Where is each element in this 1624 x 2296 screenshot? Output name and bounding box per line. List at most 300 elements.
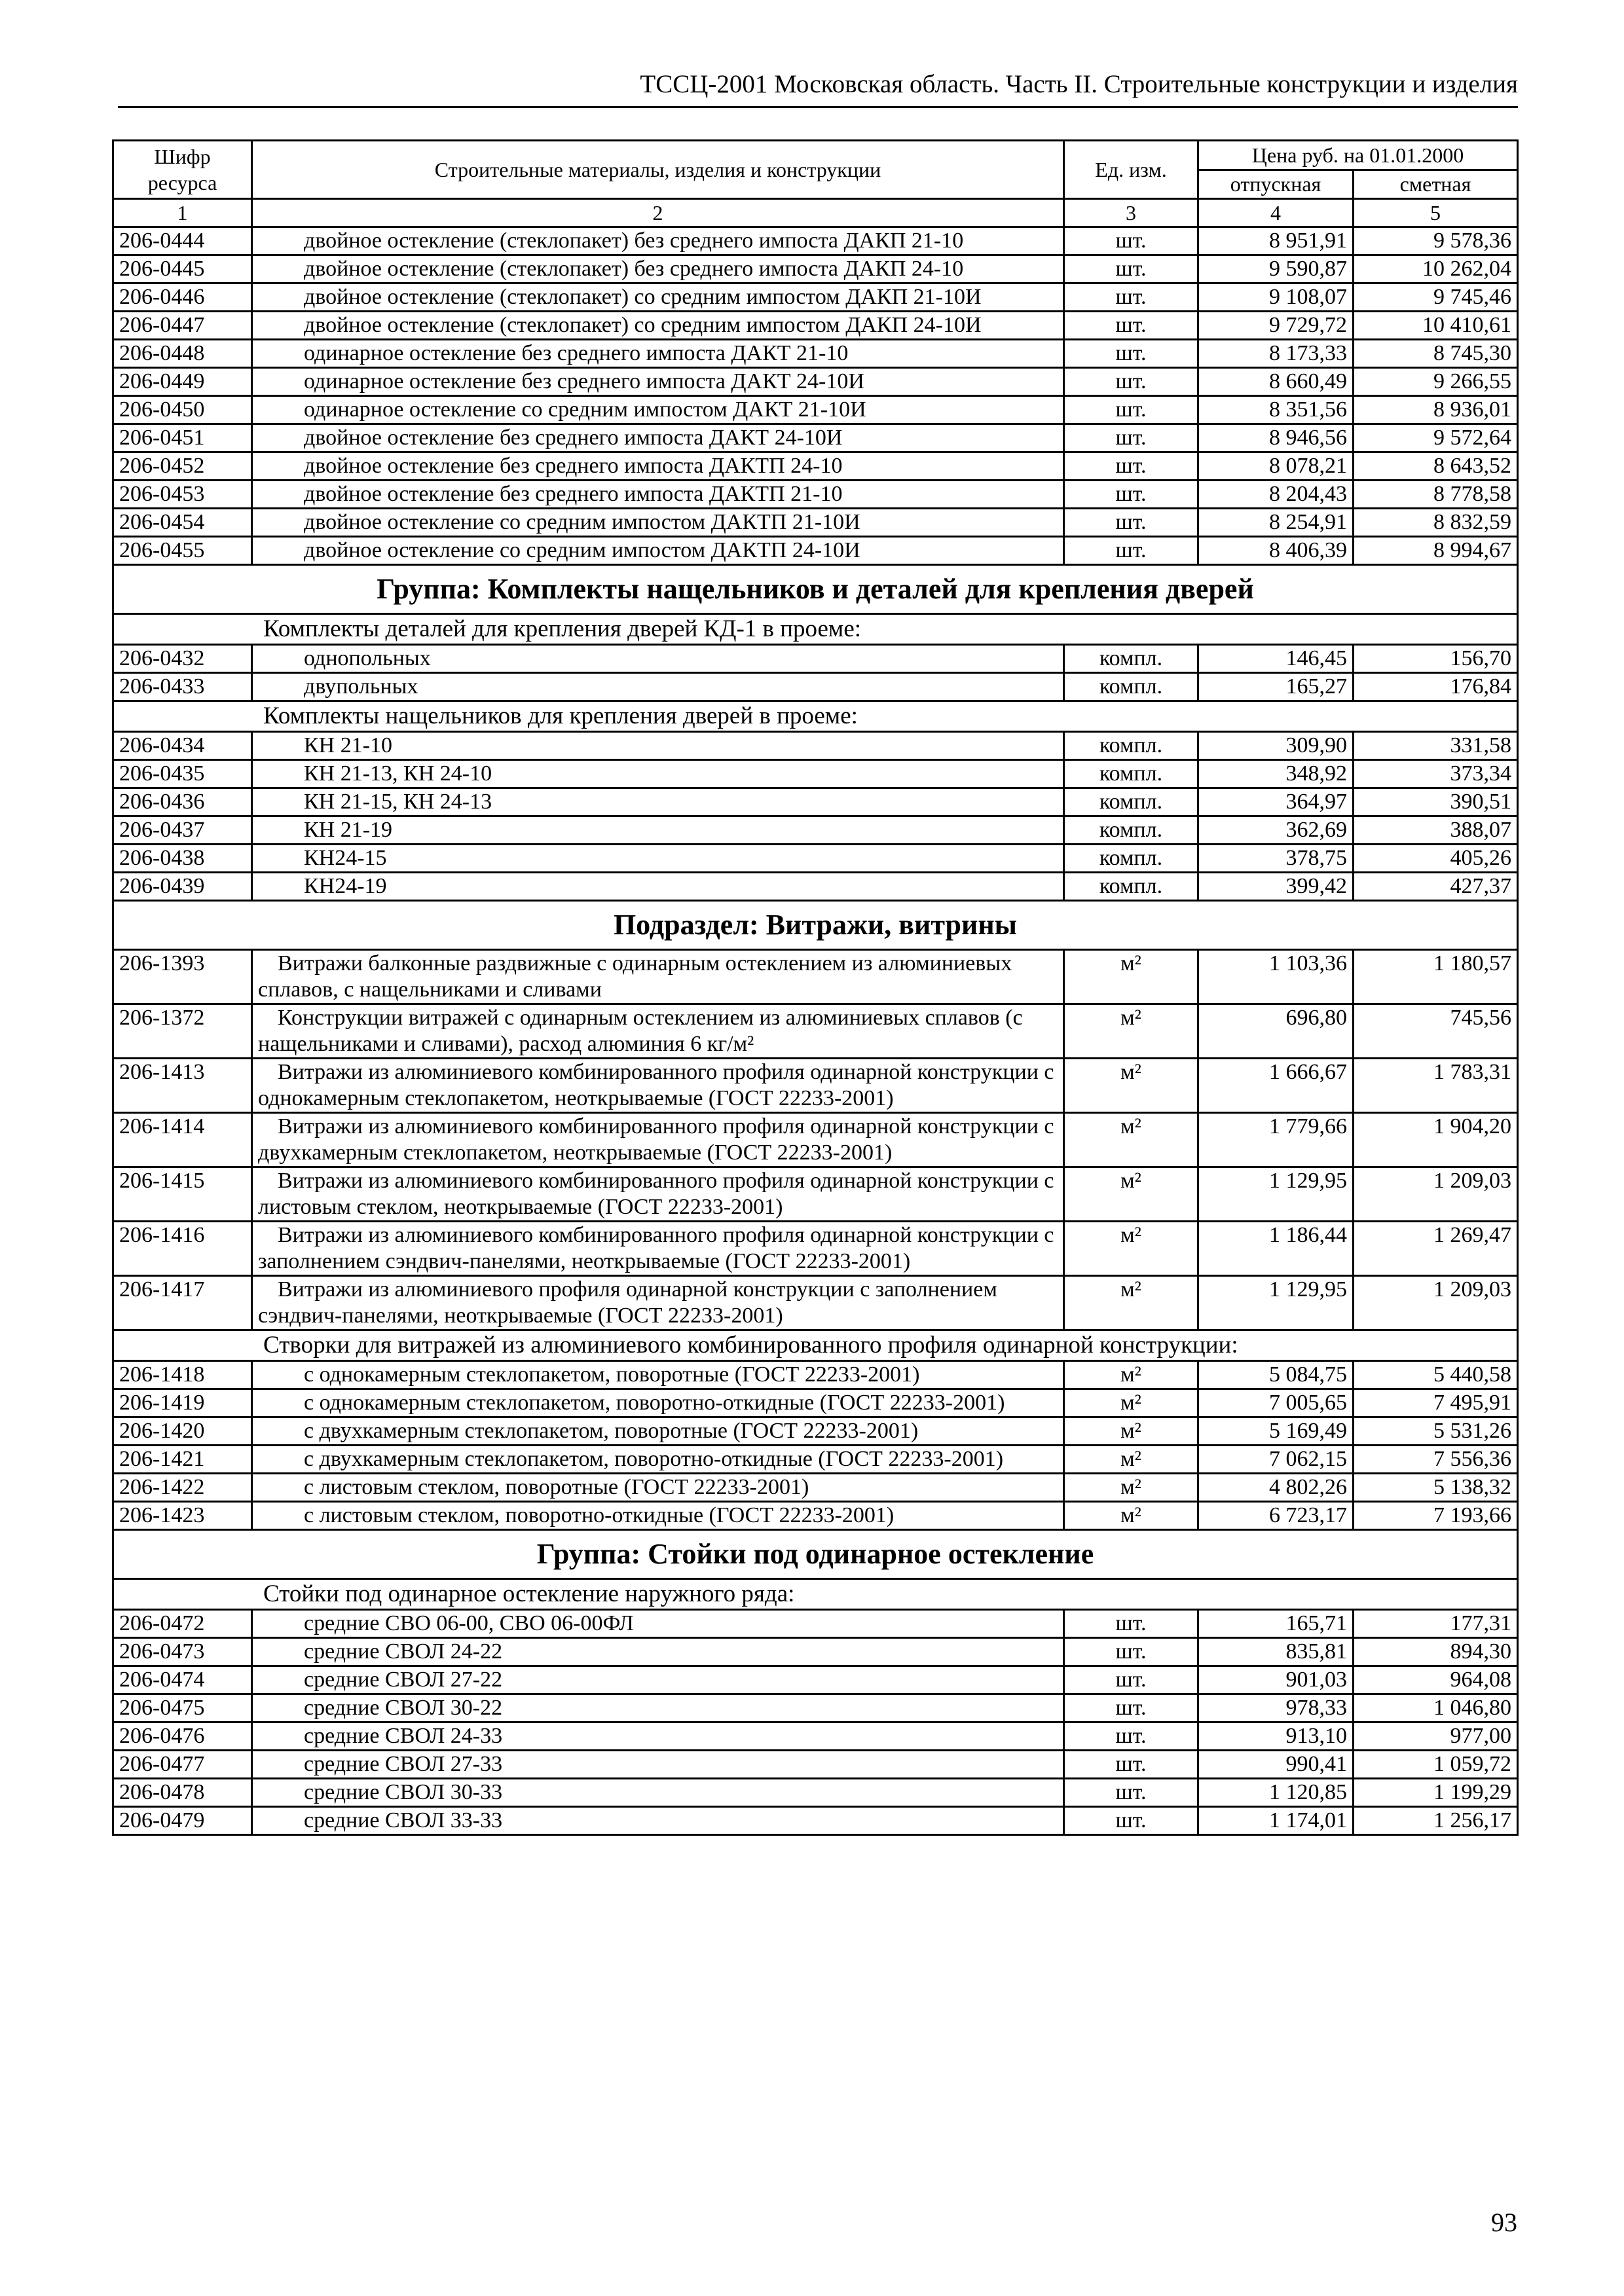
resource-code-cell: 206-0451 <box>113 424 252 452</box>
table-row <box>113 227 1518 255</box>
release-price-cell: 8 951,91 <box>1198 227 1354 255</box>
resource-code-cell: 206-0444 <box>113 227 252 255</box>
unit-cell: м² <box>1064 1417 1198 1446</box>
estimate-price-cell: 9 745,46 <box>1354 283 1518 312</box>
estimate-price-cell: 8 745,30 <box>1354 340 1518 368</box>
col-name-header: Строительные материалы, изделия и конструкции <box>252 141 1064 199</box>
item-name-cell <box>252 424 1064 452</box>
release-price-cell: 1 129,95 <box>1198 1276 1354 1330</box>
column-number-row <box>113 199 1518 227</box>
item-name-cell <box>252 673 1064 701</box>
release-price-cell: 1 666,67 <box>1198 1059 1354 1113</box>
table-row <box>113 760 1518 788</box>
group-heading-row <box>113 565 1518 614</box>
resource-code-cell: 206-0433 <box>113 673 252 701</box>
estimate-price-cell: 964,08 <box>1354 1666 1518 1694</box>
column-number: 3 <box>1064 199 1198 227</box>
item-name-text: с двухкамерным стеклопакетом, поворотно-откидные (ГОСТ 22233-2001) <box>304 1447 1004 1471</box>
item-name-cell <box>252 1276 1064 1330</box>
unit-cell: м² <box>1064 1167 1198 1222</box>
item-name-cell <box>252 1222 1064 1276</box>
release-price-cell: 362,69 <box>1198 816 1354 845</box>
subheading-row <box>113 1330 1518 1361</box>
release-price-cell: 8 254,91 <box>1198 509 1354 537</box>
item-name-cell <box>252 788 1064 816</box>
item-name-cell <box>252 1446 1064 1474</box>
release-price-cell: 4 802,26 <box>1198 1474 1354 1502</box>
unit-cell: шт. <box>1064 1779 1198 1807</box>
resource-code-cell: 206-0437 <box>113 816 252 845</box>
item-name-text: с листовым стеклом, поворотные (ГОСТ 22233-2001) <box>304 1475 809 1499</box>
release-price-cell: 1 129,95 <box>1198 1167 1354 1222</box>
release-price-cell: 978,33 <box>1198 1694 1354 1722</box>
release-price-cell: 146,45 <box>1198 645 1354 673</box>
resource-code-cell: 206-1416 <box>113 1222 252 1276</box>
table-row <box>113 368 1518 396</box>
table-row <box>113 1502 1518 1530</box>
unit-cell: шт. <box>1064 509 1198 537</box>
estimate-price-cell: 177,31 <box>1354 1610 1518 1638</box>
resource-code-cell: 206-0472 <box>113 1610 252 1638</box>
table-row <box>113 1610 1518 1638</box>
estimate-price-cell: 176,84 <box>1354 673 1518 701</box>
item-name-text: Витражи из алюминиевого комбинированного профиля одинарной конструкции с двухкамерным стеклопакетом, неоткрываемые (ГОСТ 22233-2001) <box>258 1114 1054 1165</box>
item-name-text: с двухкамерным стеклопакетом, поворотные (ГОСТ 22233-2001) <box>304 1419 919 1443</box>
item-name-text: Витражи из алюминиевого комбинированного профиля одинарной конструкции с однокамерным стеклопакетом, неоткрываемые (ГОСТ 22233-2001) <box>258 1060 1054 1110</box>
release-price-cell: 913,10 <box>1198 1722 1354 1751</box>
item-name-cell <box>252 1389 1064 1417</box>
item-name-cell <box>252 283 1064 312</box>
resource-code-cell: 206-0453 <box>113 481 252 509</box>
table-row <box>113 1113 1518 1167</box>
item-name-text: Витражи из алюминиевого профиля одинарной конструкции с заполнением сэндвич-панелями, неоткрываемые (ГОСТ 22233-2001) <box>258 1277 997 1328</box>
table-row <box>113 1722 1518 1751</box>
resource-code-cell: 206-0436 <box>113 788 252 816</box>
resource-code-cell: 206-0474 <box>113 1666 252 1694</box>
resource-code-cell: 206-0478 <box>113 1779 252 1807</box>
resource-code-cell: 206-1419 <box>113 1389 252 1417</box>
unit-cell: компл. <box>1064 816 1198 845</box>
item-name-text: КН 21-10 <box>304 733 393 757</box>
estimate-price-cell: 8 643,52 <box>1354 452 1518 481</box>
running-header <box>118 68 1518 108</box>
table-body <box>113 227 1518 1835</box>
table-row <box>113 1361 1518 1389</box>
estimate-price-cell: 373,34 <box>1354 760 1518 788</box>
table-row <box>113 1004 1518 1059</box>
table-row <box>113 1446 1518 1474</box>
release-price-cell: 8 173,33 <box>1198 340 1354 368</box>
item-name-cell <box>252 368 1064 396</box>
item-name-cell <box>252 1502 1064 1530</box>
resource-code-cell: 206-0449 <box>113 368 252 396</box>
unit-cell: м² <box>1064 1446 1198 1474</box>
resource-code-cell: 206-0447 <box>113 312 252 340</box>
item-name-text: Витражи из алюминиевого комбинированного профиля одинарной конструкции с заполнением сэндвич-панелями, неоткрываемые (ГОСТ 22233-2001) <box>258 1223 1054 1273</box>
table-row <box>113 1694 1518 1722</box>
estimate-price-cell: 1 209,03 <box>1354 1276 1518 1330</box>
table-row <box>113 312 1518 340</box>
item-name-cell <box>252 1417 1064 1446</box>
resource-code-cell: 206-0448 <box>113 340 252 368</box>
release-price-cell: 348,92 <box>1198 760 1354 788</box>
item-name-text: с листовым стеклом, поворотно-откидные (ГОСТ 22233-2001) <box>304 1503 895 1527</box>
item-name-cell <box>252 396 1064 424</box>
release-price-cell: 1 103,36 <box>1198 950 1354 1004</box>
table-row <box>113 509 1518 537</box>
estimate-price-cell: 1 046,80 <box>1354 1694 1518 1722</box>
release-price-cell: 1 186,44 <box>1198 1222 1354 1276</box>
item-name-cell <box>252 1361 1064 1389</box>
item-name-cell <box>252 1113 1064 1167</box>
item-name-cell <box>252 1638 1064 1666</box>
estimate-price-cell: 10 410,61 <box>1354 312 1518 340</box>
table-row <box>113 1389 1518 1417</box>
item-name-cell <box>252 760 1064 788</box>
resource-code-cell: 206-1422 <box>113 1474 252 1502</box>
estimate-price-cell: 1 269,47 <box>1354 1222 1518 1276</box>
release-price-cell: 1 120,85 <box>1198 1779 1354 1807</box>
item-name-cell <box>252 1167 1064 1222</box>
resource-code-cell: 206-0432 <box>113 645 252 673</box>
table-row <box>113 732 1518 760</box>
resource-code-cell: 206-0435 <box>113 760 252 788</box>
estimate-price-cell: 745,56 <box>1354 1004 1518 1059</box>
column-number: 5 <box>1354 199 1518 227</box>
item-name-text: средние СВОЛ 24-22 <box>304 1639 503 1664</box>
item-name-cell <box>252 873 1064 901</box>
estimate-price-cell: 1 904,20 <box>1354 1113 1518 1167</box>
unit-cell: шт. <box>1064 1751 1198 1779</box>
unit-cell: компл. <box>1064 732 1198 760</box>
item-name-text: КН 21-15, КН 24-13 <box>304 790 492 814</box>
item-name-text: двойное остекление (стеклопакет) без среднего импоста ДАКП 24-10 <box>304 257 964 281</box>
item-name-cell <box>252 255 1064 283</box>
estimate-price-cell: 894,30 <box>1354 1638 1518 1666</box>
item-name-cell <box>252 1004 1064 1059</box>
estimate-price-cell: 5 138,32 <box>1354 1474 1518 1502</box>
unit-cell: шт. <box>1064 1610 1198 1638</box>
release-price-cell: 399,42 <box>1198 873 1354 901</box>
item-name-text: КН24-19 <box>304 874 387 898</box>
unit-cell: шт. <box>1064 396 1198 424</box>
estimate-price-cell: 8 832,59 <box>1354 509 1518 537</box>
release-price-cell: 1 779,66 <box>1198 1113 1354 1167</box>
column-number: 2 <box>252 199 1064 227</box>
unit-cell: м² <box>1064 1004 1198 1059</box>
release-price-cell: 835,81 <box>1198 1638 1354 1666</box>
release-price-cell: 8 660,49 <box>1198 368 1354 396</box>
item-name-text: средние СВОЛ 27-33 <box>304 1752 503 1776</box>
subheading-text: Комплекты нащельников для крепления дверей в проеме: <box>263 702 858 729</box>
estimate-price-cell: 7 495,91 <box>1354 1389 1518 1417</box>
table-row <box>113 452 1518 481</box>
item-name-text: средние СВОЛ 24-33 <box>304 1724 503 1748</box>
estimate-price-cell: 9 578,36 <box>1354 227 1518 255</box>
item-name-text: двойное остекление со средним импостом ДАКТП 21-10И <box>304 510 860 534</box>
item-name-cell <box>252 645 1064 673</box>
table-row <box>113 1666 1518 1694</box>
table-row <box>113 1222 1518 1276</box>
estimate-price-cell: 5 531,26 <box>1354 1417 1518 1446</box>
estimate-price-cell: 390,51 <box>1354 788 1518 816</box>
item-name-cell <box>252 845 1064 873</box>
table-row <box>113 340 1518 368</box>
item-name-cell <box>252 481 1064 509</box>
table-row <box>113 481 1518 509</box>
table-row <box>113 283 1518 312</box>
item-name-text: двойное остекление (стеклопакет) со средним импостом ДАКП 24-10И <box>304 313 982 337</box>
resource-code-cell: 206-0439 <box>113 873 252 901</box>
release-price-cell: 8 406,39 <box>1198 537 1354 565</box>
resource-code-cell: 206-0434 <box>113 732 252 760</box>
item-name-text: с однокамерным стеклопакетом, поворотно-откидные (ГОСТ 22233-2001) <box>304 1391 1005 1415</box>
subheading-row <box>113 701 1518 732</box>
estimate-price-cell: 1 059,72 <box>1354 1751 1518 1779</box>
item-name-cell <box>252 732 1064 760</box>
item-name-text: средние СВОЛ 33-33 <box>304 1808 503 1832</box>
table-row <box>113 645 1518 673</box>
resource-code-cell: 206-0477 <box>113 1751 252 1779</box>
item-name-cell <box>252 340 1064 368</box>
subheading-cell <box>113 701 1518 732</box>
group-heading-row <box>113 1530 1518 1579</box>
unit-cell: компл. <box>1064 845 1198 873</box>
item-name-text: двойное остекление со средним импостом ДАКТП 24-10И <box>304 538 860 562</box>
unit-cell: компл. <box>1064 673 1198 701</box>
item-name-cell <box>252 1666 1064 1694</box>
unit-cell: м² <box>1064 1389 1198 1417</box>
release-price-cell: 8 351,56 <box>1198 396 1354 424</box>
unit-cell: шт. <box>1064 312 1198 340</box>
release-price-cell: 901,03 <box>1198 1666 1354 1694</box>
item-name-cell <box>252 227 1064 255</box>
item-name-text: двойное остекление без среднего импоста ДАКТП 21-10 <box>304 482 843 506</box>
unit-cell: м² <box>1064 1222 1198 1276</box>
table-row <box>113 1779 1518 1807</box>
table-row <box>113 1638 1518 1666</box>
release-price-cell: 8 946,56 <box>1198 424 1354 452</box>
resource-code-cell: 206-0473 <box>113 1638 252 1666</box>
item-name-text: двупольных <box>304 674 418 699</box>
table-row <box>113 1807 1518 1835</box>
col-estimate-header: сметная <box>1354 170 1518 199</box>
unit-cell: шт. <box>1064 368 1198 396</box>
resource-code-cell: 206-0454 <box>113 509 252 537</box>
release-price-cell: 8 078,21 <box>1198 452 1354 481</box>
item-name-text: двойное остекление без среднего импоста ДАКТ 24-10И <box>304 426 843 450</box>
unit-cell: шт. <box>1064 1722 1198 1751</box>
table-row <box>113 537 1518 565</box>
subheading-cell <box>113 614 1518 645</box>
item-name-cell <box>252 312 1064 340</box>
resource-code-cell: 206-1415 <box>113 1167 252 1222</box>
unit-cell: шт. <box>1064 1638 1198 1666</box>
item-name-text: двойное остекление без среднего импоста ДАКТП 24-10 <box>304 454 843 478</box>
item-name-cell <box>252 509 1064 537</box>
resource-code-cell: 206-1414 <box>113 1113 252 1167</box>
item-name-cell <box>252 1694 1064 1722</box>
unit-cell: шт. <box>1064 255 1198 283</box>
item-name-text: одинарное остекление со средним импостом ДАКТ 21-10И <box>304 397 866 422</box>
unit-cell: компл. <box>1064 760 1198 788</box>
estimate-price-cell: 1 256,17 <box>1354 1807 1518 1835</box>
table-row <box>113 424 1518 452</box>
unit-cell: м² <box>1064 1474 1198 1502</box>
col-code-header: Шифр ресурса <box>113 141 252 199</box>
estimate-price-cell: 1 199,29 <box>1354 1779 1518 1807</box>
estimate-price-cell: 388,07 <box>1354 816 1518 845</box>
release-price-cell: 165,27 <box>1198 673 1354 701</box>
unit-cell: шт. <box>1064 537 1198 565</box>
estimate-price-cell: 9 266,55 <box>1354 368 1518 396</box>
resource-code-cell: 206-0479 <box>113 1807 252 1835</box>
estimate-price-cell: 1 783,31 <box>1354 1059 1518 1113</box>
resource-code-cell: 206-1413 <box>113 1059 252 1113</box>
item-name-text: средние СВОЛ 30-22 <box>304 1696 503 1720</box>
release-price-cell: 7 062,15 <box>1198 1446 1354 1474</box>
resource-code-cell: 206-0455 <box>113 537 252 565</box>
resource-code-cell: 206-1393 <box>113 950 252 1004</box>
estimate-price-cell: 9 572,64 <box>1354 424 1518 452</box>
estimate-price-cell: 977,00 <box>1354 1722 1518 1751</box>
item-name-cell <box>252 816 1064 845</box>
release-price-cell: 5 084,75 <box>1198 1361 1354 1389</box>
resource-code-cell: 206-0452 <box>113 452 252 481</box>
resource-code-cell: 206-1372 <box>113 1004 252 1059</box>
unit-cell: шт. <box>1064 1694 1198 1722</box>
estimate-price-cell: 7 556,36 <box>1354 1446 1518 1474</box>
table-row <box>113 1276 1518 1330</box>
estimate-price-cell: 8 994,67 <box>1354 537 1518 565</box>
table-row <box>113 1751 1518 1779</box>
table-row <box>113 673 1518 701</box>
release-price-cell: 1 174,01 <box>1198 1807 1354 1835</box>
release-price-cell: 8 204,43 <box>1198 481 1354 509</box>
column-number: 4 <box>1198 199 1354 227</box>
item-name-cell <box>252 1474 1064 1502</box>
item-name-cell <box>252 1059 1064 1113</box>
resource-code-cell: 206-0450 <box>113 396 252 424</box>
unit-cell: м² <box>1064 1059 1198 1113</box>
item-name-cell <box>252 1807 1064 1835</box>
item-name-text: одинарное остекление без среднего импоста ДАКТ 21-10 <box>304 341 849 365</box>
estimate-price-cell: 1 180,57 <box>1354 950 1518 1004</box>
unit-cell: шт. <box>1064 424 1198 452</box>
unit-cell: шт. <box>1064 481 1198 509</box>
table-row <box>113 845 1518 873</box>
estimate-price-cell: 331,58 <box>1354 732 1518 760</box>
item-name-text: средние СВОЛ 30-33 <box>304 1780 503 1804</box>
page-number: 93 <box>1491 2208 1517 2237</box>
resource-code-cell: 206-0476 <box>113 1722 252 1751</box>
table-row <box>113 873 1518 901</box>
resource-code-cell: 206-0438 <box>113 845 252 873</box>
resource-code-cell: 206-0475 <box>113 1694 252 1722</box>
release-price-cell: 364,97 <box>1198 788 1354 816</box>
unit-cell: компл. <box>1064 788 1198 816</box>
price-table <box>112 139 1519 1836</box>
unit-cell: компл. <box>1064 873 1198 901</box>
release-price-cell: 990,41 <box>1198 1751 1354 1779</box>
unit-cell: шт. <box>1064 340 1198 368</box>
estimate-price-cell: 1 209,03 <box>1354 1167 1518 1222</box>
subheading-text: Створки для витражей из алюминиевого комбинированного профиля одинарной конструкции: <box>263 1332 1238 1358</box>
item-name-cell <box>252 1610 1064 1638</box>
resource-code-cell: 206-0445 <box>113 255 252 283</box>
running-title: ТССЦ-2001 Московская область. Часть II. Строительные конструкции и изделия <box>640 70 1518 98</box>
estimate-price-cell: 427,37 <box>1354 873 1518 901</box>
estimate-price-cell: 5 440,58 <box>1354 1361 1518 1389</box>
subheading-row <box>113 1579 1518 1610</box>
release-price-cell: 696,80 <box>1198 1004 1354 1059</box>
resource-code-cell: 206-1418 <box>113 1361 252 1389</box>
resource-code-cell: 206-1417 <box>113 1276 252 1330</box>
estimate-price-cell: 8 778,58 <box>1354 481 1518 509</box>
estimate-price-cell: 7 193,66 <box>1354 1502 1518 1530</box>
table-row <box>113 1059 1518 1113</box>
group-heading: Подраздел: Витражи, витрины <box>113 901 1518 950</box>
item-name-text: средние СВОЛ 27-22 <box>304 1667 503 1692</box>
item-name-text: с однокамерным стеклопакетом, поворотные (ГОСТ 22233-2001) <box>304 1362 920 1387</box>
table-row <box>113 1417 1518 1446</box>
resource-code-cell: 206-1423 <box>113 1502 252 1530</box>
item-name-text: двойное остекление (стеклопакет) со средним импостом ДАКП 21-10И <box>304 285 982 309</box>
item-name-text: Витражи из алюминиевого комбинированного профиля одинарной конструкции с листовым стеклом, неоткрываемые (ГОСТ 22233-2001) <box>258 1169 1054 1219</box>
release-price-cell: 309,90 <box>1198 732 1354 760</box>
unit-cell: м² <box>1064 1361 1198 1389</box>
release-price-cell: 5 169,49 <box>1198 1417 1354 1446</box>
resource-code-cell: 206-1421 <box>113 1446 252 1474</box>
release-price-cell: 7 005,65 <box>1198 1389 1354 1417</box>
unit-cell: шт. <box>1064 1666 1198 1694</box>
item-name-cell <box>252 452 1064 481</box>
item-name-text: КН 21-13, КН 24-10 <box>304 761 492 786</box>
item-name-cell <box>252 950 1064 1004</box>
release-price-cell: 9 590,87 <box>1198 255 1354 283</box>
subheading-cell <box>113 1330 1518 1361</box>
unit-cell: м² <box>1064 950 1198 1004</box>
estimate-price-cell: 156,70 <box>1354 645 1518 673</box>
table-row <box>113 1474 1518 1502</box>
subheading-row <box>113 614 1518 645</box>
col-release-header: отпускная <box>1198 170 1354 199</box>
unit-cell: шт. <box>1064 283 1198 312</box>
group-heading: Группа: Комплекты нащельников и деталей для крепления дверей <box>113 565 1518 614</box>
item-name-text: КН 21-19 <box>304 818 393 842</box>
table-row <box>113 396 1518 424</box>
col-price-header: Цена руб. на 01.01.2000 <box>1198 141 1518 170</box>
resource-code-cell: 206-1420 <box>113 1417 252 1446</box>
unit-cell: шт. <box>1064 1807 1198 1835</box>
estimate-price-cell: 8 936,01 <box>1354 396 1518 424</box>
item-name-cell <box>252 1779 1064 1807</box>
col-unit-header: Ед. изм. <box>1064 141 1198 199</box>
item-name-text: однопольных <box>304 646 431 670</box>
item-name-cell <box>252 1751 1064 1779</box>
column-number: 1 <box>113 199 252 227</box>
item-name-cell <box>252 537 1064 565</box>
subheading-text: Стойки под одинарное остекление наружного ряда: <box>263 1580 795 1607</box>
item-name-text: двойное остекление (стеклопакет) без среднего импоста ДАКП 21-10 <box>304 228 964 253</box>
item-name-text: одинарное остекление без среднего импоста ДАКТ 24-10И <box>304 369 864 393</box>
table-row <box>113 788 1518 816</box>
item-name-cell <box>252 1722 1064 1751</box>
item-name-text: средние СВО 06-00, СВО 06-00ФЛ <box>304 1611 634 1635</box>
group-heading-row <box>113 901 1518 950</box>
item-name-text: Конструкции витражей с одинарным остеклением из алюминиевых сплавов (с нащельниками и сливами), расход алюминия 6 кг/м² <box>258 1006 1023 1056</box>
estimate-price-cell: 10 262,04 <box>1354 255 1518 283</box>
